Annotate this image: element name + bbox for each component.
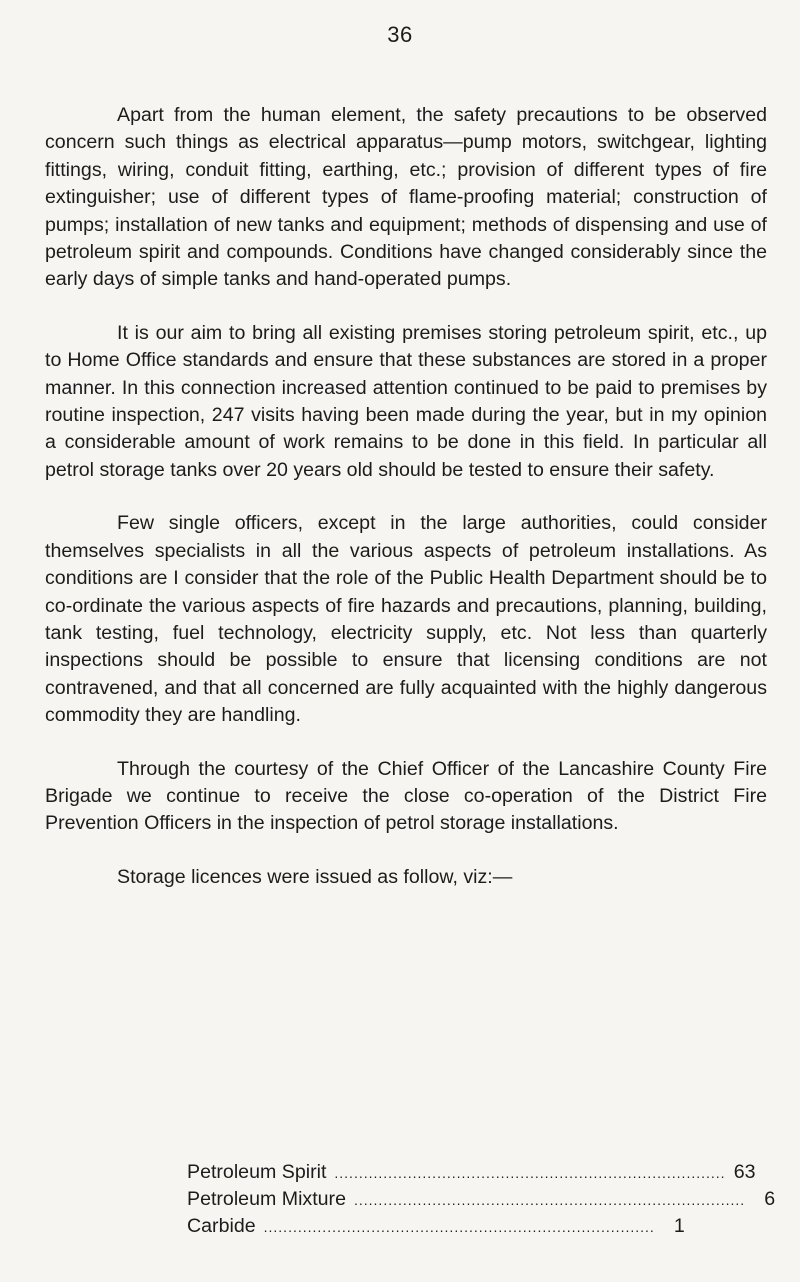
page-number: 36 [387, 22, 413, 47]
licence-count: 1 [673, 1215, 685, 1237]
licence-row [187, 1159, 756, 1186]
licence-list [187, 1159, 776, 1240]
licence-count: 6 [764, 1188, 776, 1210]
paragraph-safety-precautions: Apart from the human element, the safety precautions to be observed concern such things as electrical apparatus—pump motors, switchgear, lighting fittings, wiring, conduit fitting, earthing, etc.; provision of different types of fire extinguisher; use of different types of flame-proofing material; construction of pumps; installation of new tanks and equipment; methods of dispensing and use of petroleum spirit and compounds. Conditions have changed considerably since the early days of simple tanks and hand-operated pumps. [45, 104, 767, 291]
body-text [45, 102, 767, 891]
dot-leader: ................................................................................ [263, 1219, 655, 1235]
licence-name: Carbide [187, 1215, 256, 1237]
paragraph-fire-brigade-cooperation: Through the courtesy of the Chief Officer of the Lancashire County Fire Brigade we continue to receive the close co-operation of the District Fire Prevention Officers in the inspection of petrol storage installations. [45, 757, 767, 835]
paragraph-home-office-standards: It is our aim to bring all existing premises storing petroleum spirit, etc., up to Home Office standards and ensure that these substances are stored in a proper manner. In this connection increased attention continued to be paid to premises by routine inspection, 247 visits having been made during the year, but in my opinion a considerable amount of work remains to be done in this field. In particular all petrol storage tanks over 20 years old should be tested to ensure their safety. [45, 321, 767, 481]
licence-count: 63 [733, 1161, 756, 1183]
licence-name: Petroleum Mixture [187, 1188, 346, 1210]
dot-leader: ................................................................................ [353, 1192, 746, 1208]
licence-row [187, 1213, 685, 1240]
licence-row [187, 1186, 776, 1213]
paragraph-public-health-role: Few single officers, except in the large authorities, could consider themselves specialists in all the various aspects of petroleum installations. As conditions are I consider that the role of the Public Health Department should be to co-ordinate the various aspects of fire hazards and precautions, planning, building, tank testing, fuel technology, electricity supply, etc. Not less than quarterly inspections should be possible to ensure that licensing conditions are not contravened, and that all concerned are fully acquainted with the highly dangerous commodity they are handling. [45, 512, 767, 727]
licences-intro: Storage licences were issued as follow, viz:— [117, 865, 513, 888]
licence-name: Petroleum Spirit [187, 1161, 327, 1183]
dot-leader: ................................................................................ [334, 1165, 726, 1181]
